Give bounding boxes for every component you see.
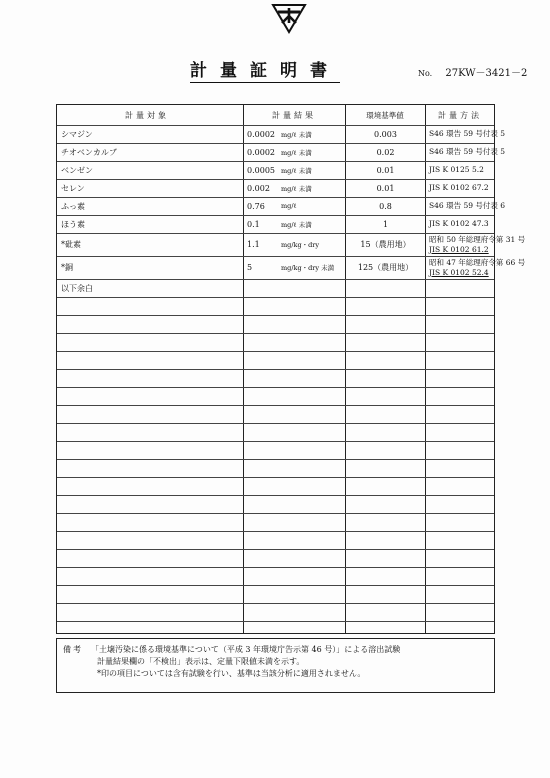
row-standard: 0.8 [379, 201, 392, 211]
method-line: 昭和 50 年総理府令第 31 号 [429, 234, 526, 244]
method-line: S46 環告 59 号付表 6 [429, 201, 506, 210]
empty-table-row [57, 495, 494, 514]
row-standard: 0.02 [376, 147, 395, 157]
document-number-label: No. [418, 69, 433, 78]
empty-table-row [57, 423, 494, 442]
row-standard: 0.01 [376, 165, 395, 175]
empty-table-row [57, 585, 494, 604]
row-result [247, 161, 343, 179]
remarks-box [56, 638, 495, 693]
row-result [247, 256, 343, 279]
empty-table-row [57, 567, 494, 586]
row-item: 以下余白 [61, 283, 93, 293]
row-method [429, 279, 495, 297]
remarks-line: *印の項目については含有試験を行い、基準は当該分析に適用されません。 [97, 669, 366, 678]
table-row [57, 256, 526, 280]
empty-table-row [57, 369, 494, 388]
empty-table-row [57, 351, 494, 370]
row-result [247, 279, 343, 297]
method-line: JIS K 0102 61.2 [429, 244, 489, 254]
row-result [247, 233, 343, 256]
table-row [57, 233, 526, 257]
remarks-line: 「土壌汚染に係る環境基準について（平成 3 年環境庁告示第 46 号）」による溶出試験 [91, 645, 401, 654]
table-row [57, 279, 494, 298]
remarks-line: 計量結果欄の「不検出」表示は、定量下限値未満を示す。 [97, 657, 305, 666]
method-line: JIS K 0102 67.2 [429, 183, 489, 192]
empty-table-row [57, 549, 494, 568]
row-standard: 0.01 [376, 183, 395, 193]
header-standard: 環境基準値 [366, 110, 404, 120]
result-unit: mg/ℓ 未満 [281, 130, 312, 139]
header-item: 計量対象 [125, 110, 169, 120]
result-value: 0.0005 [247, 165, 275, 175]
empty-table-row [57, 297, 494, 316]
table-row [57, 125, 506, 144]
row-result [247, 143, 343, 161]
result-value: 0.1 [247, 219, 260, 229]
header-result: 計量結果 [272, 110, 316, 120]
empty-table-row [57, 441, 494, 460]
result-value: 0.0002 [247, 147, 275, 157]
measurement-table [56, 104, 526, 634]
result-unit: mg/ℓ 未満 [281, 166, 312, 175]
result-value: 0.76 [247, 201, 265, 211]
remarks-label: 備考 [63, 645, 83, 654]
row-item: チオベンカルブ [61, 147, 117, 157]
row-standard: 125（農用地） [357, 263, 414, 272]
table-header-row [57, 105, 494, 126]
row-item: *銅 [61, 263, 73, 272]
row-item: ほう素 [61, 219, 85, 229]
method-line: 昭和 47 年総理府令第 66 号 [429, 257, 526, 267]
result-value: 0.0002 [247, 129, 275, 139]
row-standard [349, 279, 422, 297]
empty-table-row [57, 405, 494, 424]
document-number-value: 27KW－3421－2 [445, 68, 528, 79]
row-item: ふっ素 [61, 201, 85, 211]
empty-table-row [57, 387, 494, 406]
empty-table-row [57, 477, 494, 496]
table-row [57, 215, 494, 234]
row-method [429, 125, 506, 143]
empty-table-row [57, 513, 494, 532]
row-result [247, 125, 343, 143]
row-result [247, 179, 343, 197]
empty-table-row [57, 603, 494, 622]
empty-table-row [57, 315, 494, 334]
row-method [429, 256, 526, 279]
method-line: JIS K 0102 47.3 [429, 219, 489, 228]
result-unit: mg/ℓ 未満 [281, 148, 312, 157]
result-value: 5 [247, 263, 253, 272]
method-line: JIS K 0102 52.4 [429, 267, 489, 277]
row-method [429, 161, 495, 179]
row-item: *砒素 [61, 240, 81, 249]
row-standard: 0.003 [374, 129, 397, 139]
table-row [57, 143, 506, 162]
row-standard: 1 [382, 219, 389, 229]
empty-table-row [57, 459, 494, 478]
row-result [247, 215, 343, 233]
result-value: 1.1 [247, 240, 260, 249]
empty-table-row [57, 531, 494, 550]
result-unit: mg/ℓ [281, 202, 297, 210]
row-item: ベンゼン [61, 165, 93, 175]
table-row [57, 197, 506, 216]
result-unit: mg/kg・dry [281, 241, 320, 249]
result-value: 0.002 [247, 183, 270, 193]
row-method [429, 143, 506, 161]
row-item: シマジン [61, 129, 93, 139]
method-line: S46 環告 59 号付表 5 [429, 129, 506, 138]
result-unit: mg/ℓ 未満 [281, 184, 312, 193]
method-line: JIS K 0125 5.2 [429, 165, 484, 174]
table-row [57, 161, 494, 180]
empty-table-row [57, 333, 494, 352]
header-method: 計量方法 [438, 110, 482, 120]
method-line: S46 環告 59 号付表 5 [429, 147, 506, 156]
row-standard: 15（農用地） [360, 240, 411, 249]
row-method [429, 233, 526, 256]
page-title: 計量証明書 [190, 56, 340, 83]
document-number [418, 64, 527, 79]
row-method [429, 197, 506, 215]
result-unit: mg/ℓ 未満 [281, 220, 312, 229]
company-logo-icon [270, 3, 308, 33]
row-method [429, 179, 495, 197]
result-unit: mg/kg・dry 未満 [281, 264, 335, 272]
table-row [57, 179, 494, 198]
row-item: セレン [61, 183, 85, 193]
row-result [247, 197, 343, 215]
row-method [429, 215, 495, 233]
